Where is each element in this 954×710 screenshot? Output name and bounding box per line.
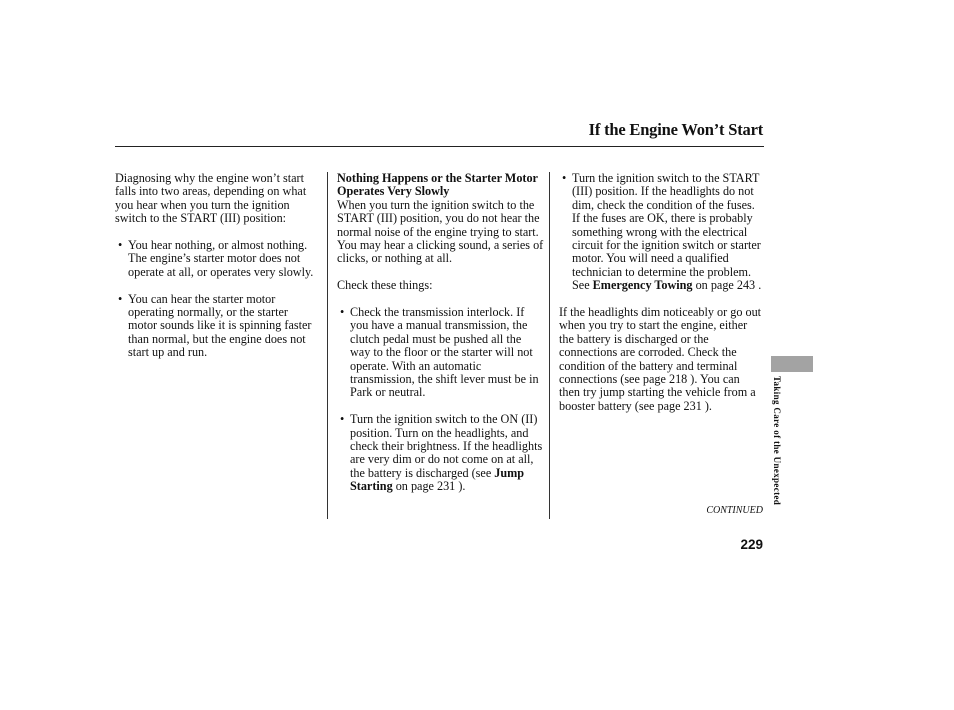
section-paragraph: When you turn the ignition switch to the START (III) position, you do not hear the normal noise of the engine trying to start. You may hear a clicking sound, a series of clicks, or nothing at all. bbox=[337, 197, 544, 266]
section-tab[interactable] bbox=[771, 356, 813, 372]
list-item-tail: on page 231 ). bbox=[395, 479, 466, 494]
cross-reference-link[interactable]: Emergency Towing bbox=[592, 278, 693, 293]
header-rule bbox=[115, 146, 764, 147]
list-item-text: Turn the ignition switch to the ON (II) position. Turn on the headlights, and check their brightness. If the headlights are very dim or do not come on at all, the battery is discharged (see bbox=[350, 412, 543, 480]
list-item bbox=[337, 413, 544, 493]
page-number: 229 bbox=[740, 537, 763, 552]
list-item bbox=[559, 172, 763, 293]
list-item-text: Turn the ignition switch to the START (III) position. If the headlights do not dim, check the condition of the fuses. If the fuses are OK, there is probably something wrong with the electrical circuit for the ignition switch or starter motor. You will need a qualified technician to determine the problem. See bbox=[572, 171, 761, 293]
column-2 bbox=[337, 172, 544, 507]
page-title: If the Engine Won’t Start bbox=[588, 120, 763, 139]
intro-paragraph: Diagnosing why the engine won’t start falls into two areas, depending on what you hear when you turn the ignition switch to the START (III) position: bbox=[115, 171, 307, 226]
check-label: Check these things: bbox=[337, 278, 433, 293]
section-paragraph: If the headlights dim noticeably or go out when you try to start the engine, either the battery is discharged or the connections are corroded. Check the condition of the battery and terminal connections (see page 218 ). You can then try jump starting the vehicle from a booster battery (see page 231 ). bbox=[559, 305, 762, 413]
cross-reference-link[interactable]: Jump Starting bbox=[350, 465, 525, 494]
column-divider bbox=[549, 172, 550, 519]
section-tab-label: Taking Care of the Unexpected bbox=[772, 376, 782, 506]
column-1 bbox=[115, 172, 318, 373]
list-item: • You hear nothing, or almost nothing. The engine’s starter motor does not operate at all, or operates very slowly. bbox=[115, 239, 318, 279]
section-heading: Nothing Happens or the Starter Motor Operates Very Slowly bbox=[337, 171, 538, 199]
column-divider bbox=[327, 172, 328, 519]
column-3 bbox=[559, 172, 763, 427]
continued-label: CONTINUED bbox=[706, 505, 763, 516]
list-item-tail: on page 243 . bbox=[695, 278, 762, 293]
list-item: • Check the transmission interlock. If you have a manual transmission, the clutch pedal must be pushed all the way to the floor or the starter will not operate. With an automatic transmission, the shift lever must be in Park or neutral. bbox=[337, 306, 544, 400]
list-item: • You can hear the starter motor operating normally, or the starter motor sounds like it is spinning faster than normal, but the engine does not start up and run. bbox=[115, 293, 318, 360]
